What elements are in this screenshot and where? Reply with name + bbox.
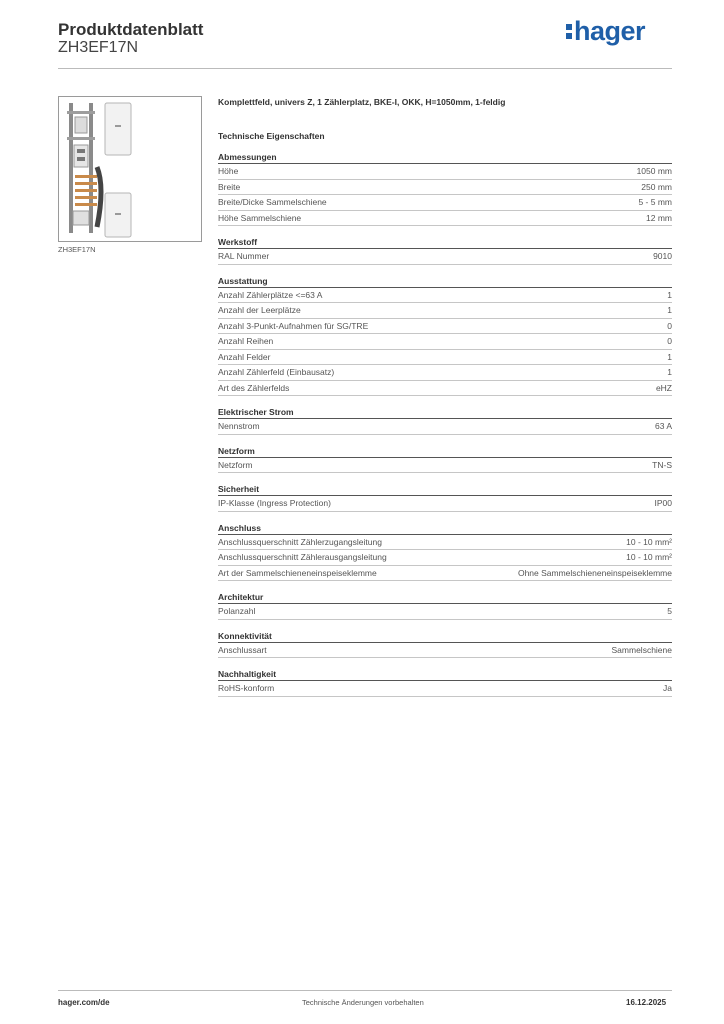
spec-row: [218, 419, 672, 435]
spec-row: [218, 319, 672, 335]
spec-label: Anzahl der Leerplätze: [218, 305, 301, 315]
spec-group-title: Elektrischer Strom: [218, 404, 672, 419]
spec-value: 10 - 10 mm²: [626, 536, 672, 547]
spec-label: Nennstrom: [218, 421, 260, 431]
spec-value: Ja: [663, 683, 672, 693]
spec-row: [218, 288, 672, 304]
spec-group: [218, 481, 672, 512]
spec-group-title: Ausstattung: [218, 273, 672, 288]
page-title: Produktdatenblatt: [58, 20, 204, 39]
spec-row: [218, 604, 672, 620]
spec-row: [218, 249, 672, 265]
spec-row: [218, 535, 672, 551]
spec-row: [218, 458, 672, 474]
spec-label: Anzahl Reihen: [218, 336, 274, 346]
spec-label: RAL Nummer: [218, 251, 270, 261]
spec-value: 9010: [653, 251, 672, 261]
product-code: ZH3EF17N: [58, 39, 139, 56]
spec-label: Netzform: [218, 459, 253, 470]
spec-group: [218, 520, 672, 582]
spec-label: Anschlussart: [218, 644, 267, 655]
spec-value: 1: [667, 351, 672, 362]
footer-website: hager.com/de: [58, 998, 110, 1007]
spec-value: 1: [667, 289, 672, 300]
spec-group: [218, 149, 672, 226]
spec-label: Anzahl Felder: [218, 351, 271, 362]
product-photo: [58, 96, 202, 242]
spec-label: Breite/Dicke Sammelschiene: [218, 197, 327, 207]
spec-group-title: Nachhaltigkeit: [218, 666, 672, 681]
logo-dots-icon: [566, 20, 572, 40]
spec-row: [218, 180, 672, 196]
spec-row: [218, 365, 672, 381]
spec-group: [218, 443, 672, 474]
photo-caption: ZH3EF17N: [58, 245, 96, 254]
spec-group: [218, 589, 672, 620]
spec-group: [218, 666, 672, 697]
product-description: Komplettfeld, univers Z, 1 Zählerplatz, BKE-I, OKK, H=1050mm, 1-feldig: [218, 97, 506, 107]
spec-group-title: Netzform: [218, 443, 672, 458]
spec-row: [218, 303, 672, 319]
spec-row: [218, 211, 672, 227]
spec-label: Anschlussquerschnitt Zählerausgangsleitung: [218, 552, 387, 562]
spec-value: Sammelschiene: [611, 644, 672, 655]
spec-table: [218, 149, 672, 705]
spec-row: [218, 681, 672, 697]
spec-group: [218, 234, 672, 265]
footer-date: 16.12.2025: [626, 998, 667, 1007]
logo-text: hager: [574, 16, 646, 46]
spec-value: IP00: [654, 498, 672, 508]
spec-group-title: Architektur: [218, 589, 672, 604]
spec-row: [218, 496, 672, 512]
spec-value: 250 mm: [641, 181, 672, 192]
spec-group: [218, 628, 672, 659]
spec-group-title: Konnektivität: [218, 628, 672, 643]
spec-label: IP-Klasse (Ingress Protection): [218, 498, 331, 508]
hager-logo: [566, 16, 645, 47]
spec-group-title: Anschluss: [218, 520, 672, 535]
spec-row: [218, 334, 672, 350]
spec-row: [218, 643, 672, 659]
spec-value: eHZ: [655, 382, 672, 393]
spec-label: Breite: [218, 181, 241, 192]
spec-value: 1: [667, 367, 672, 377]
spec-row: [218, 195, 672, 211]
spec-label: Höhe Sammelschiene: [218, 212, 302, 223]
spec-row: [218, 566, 672, 582]
spec-label: Art des Zählerfelds: [218, 382, 290, 393]
spec-label: RoHS-konform: [218, 683, 275, 693]
spec-label: Anzahl 3-Punkt-Aufnahmen für SG/TRE: [218, 320, 369, 331]
header-divider: [58, 68, 672, 69]
spec-value: 5 - 5 mm: [638, 197, 672, 207]
footer-notice: Technische Änderungen vorbehalten: [302, 998, 424, 1007]
spec-row: [218, 350, 672, 366]
spec-value: TN-S: [652, 459, 672, 470]
spec-label: Anschlussquerschnitt Zählerzugangsleitung: [218, 536, 382, 547]
spec-value: 0: [667, 336, 672, 346]
spec-value: 1050 mm: [636, 166, 672, 176]
spec-value: 63 A: [654, 421, 672, 431]
spec-row: [218, 550, 672, 566]
spec-label: Anzahl Zählerplätze <=63 A: [218, 289, 323, 300]
spec-group-title: Sicherheit: [218, 481, 672, 496]
spec-label: Polanzahl: [218, 606, 256, 616]
spec-group-title: Abmessungen: [218, 149, 672, 164]
spec-label: Höhe: [218, 166, 239, 176]
spec-group-title: Werkstoff: [218, 234, 672, 249]
footer-divider: [58, 990, 672, 991]
spec-group: [218, 404, 672, 435]
spec-value: 0: [667, 320, 672, 331]
spec-label: Anzahl Zählerfeld (Einbausatz): [218, 367, 335, 377]
product-photo-icon: [59, 97, 201, 241]
spec-value: 12 mm: [646, 212, 672, 223]
spec-row: [218, 164, 672, 180]
spec-label: Art der Sammelschieneneinspeiseklemme: [218, 567, 377, 578]
spec-value: 5: [667, 606, 672, 616]
spec-row: [218, 381, 672, 397]
spec-value: 1: [667, 305, 672, 315]
spec-group: [218, 273, 672, 397]
spec-value: Ohne Sammelschieneneinspeiseklemme: [517, 567, 672, 578]
properties-heading: Technische Eigenschaften: [218, 131, 325, 141]
spec-value: 10 - 10 mm²: [626, 552, 672, 562]
